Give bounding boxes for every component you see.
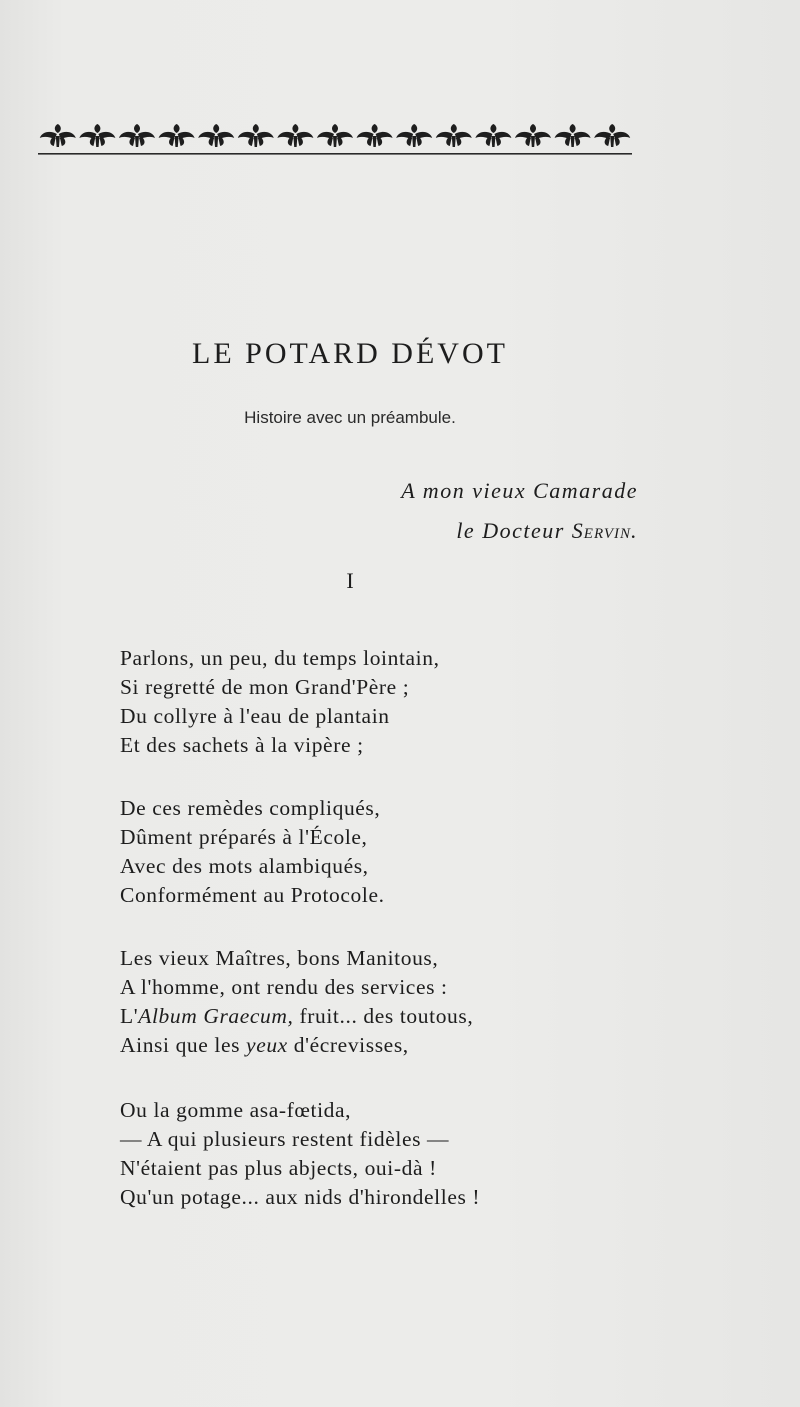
page-subtitle: Histoire avec un préambule.: [244, 408, 456, 427]
dedication-prefix: le Docteur: [456, 518, 572, 543]
fleuron-icon: [79, 124, 115, 147]
verse-line: Si regretté de mon Grand'Père ;: [120, 675, 410, 699]
stanza-2: [120, 794, 385, 910]
verse-fragment: d'écrevisses,: [287, 1033, 409, 1057]
verse-line: N'étaient pas plus abjects, oui-dà !: [120, 1156, 437, 1180]
page-title: LE POTARD DÉVOT: [192, 337, 508, 370]
fleuron-icon: [475, 124, 511, 147]
fleuron-icon: [40, 124, 76, 147]
verse-line: A l'homme, ont rendu des services :: [120, 975, 448, 999]
header-ornament-band: [38, 120, 632, 160]
fleuron-icon: [357, 124, 393, 147]
dedication-line-2: [456, 518, 638, 544]
fleuron-icon: [119, 124, 155, 147]
fleuron-icon: [555, 124, 591, 147]
verse-italic-fragment: yeux: [246, 1033, 288, 1057]
fleuron-icon: [277, 124, 313, 147]
dedication-name: Servin: [571, 518, 631, 543]
verse-line: Avec des mots alambiqués,: [120, 854, 369, 878]
dedication-line-1: A mon vieux Camarade: [401, 478, 638, 503]
verse-line: Qu'un potage... aux nids d'hirondelles !: [120, 1185, 481, 1209]
verse-line: — A qui plusieurs restent fidèles —: [120, 1127, 450, 1151]
fleuron-icon: [594, 124, 630, 147]
verse-line: Conformément au Protocole.: [120, 883, 385, 907]
verse-line: Parlons, un peu, du temps lointain,: [120, 646, 440, 670]
verse-fragment: L': [120, 1004, 139, 1028]
stanza-1: [120, 644, 440, 760]
verse-line: [120, 1031, 473, 1060]
fleuron-icon: [198, 124, 234, 147]
fleuron-icon: [238, 124, 274, 147]
verse-line: Dûment préparés à l'École,: [120, 825, 368, 849]
verse-fragment: fruit... des toutous,: [293, 1004, 474, 1028]
stanza-4: [120, 1096, 480, 1212]
verse-line: Du collyre à l'eau de plantain: [120, 704, 390, 728]
fleuron-icon: [317, 124, 353, 147]
verse-italic-fragment: Album Graecum,: [138, 1004, 294, 1028]
verse-line: Et des sachets à la vipère ;: [120, 733, 364, 757]
fleuron-ornament-icon: [38, 120, 632, 160]
fleuron-icon: [396, 124, 432, 147]
stanza-3: [120, 944, 473, 1060]
verse-line: De ces remèdes compliqués,: [120, 796, 381, 820]
fleuron-icon: [436, 124, 472, 147]
header-rule: [38, 153, 632, 155]
verse-fragment: Ainsi que les: [120, 1033, 247, 1057]
fleuron-icon: [515, 124, 551, 147]
verse-line: [120, 1002, 473, 1031]
dedication-suffix: .: [631, 518, 638, 543]
section-number: I: [346, 568, 354, 593]
verse-line: Les vieux Maîtres, bons Manitous,: [120, 946, 439, 970]
fleuron-icon: [159, 124, 195, 147]
verse-line: Ou la gomme asa-fœtida,: [120, 1098, 352, 1122]
